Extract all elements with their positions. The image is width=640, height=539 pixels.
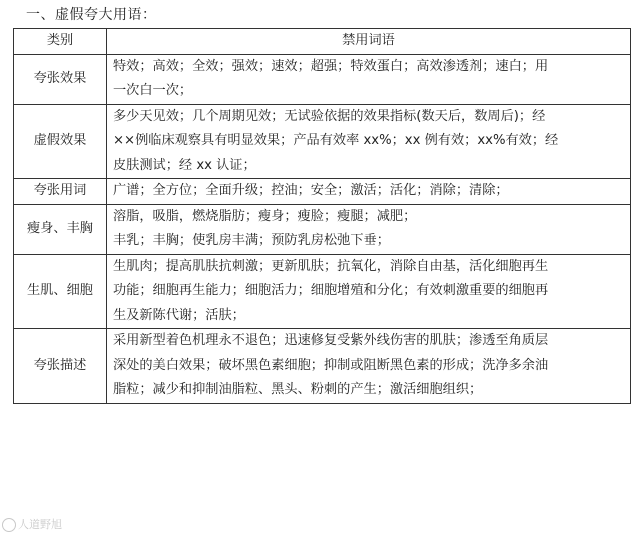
words-line: ××例临床观察具有明显效果；产品有效率 xx%；xx 例有效；xx%有效；经: [113, 133, 559, 148]
section-heading: 一、虚假夸大用语：: [26, 7, 157, 23]
header-category: 类别: [14, 29, 107, 55]
words-line: 溶脂，吸脂，燃烧脂肪；瘦身；瘦脸；瘦腿；减肥；: [113, 208, 417, 224]
words-cell: [107, 204, 631, 254]
header-banned-words: 禁用词语: [107, 29, 631, 55]
table-row: [14, 179, 631, 205]
table-row: [14, 54, 631, 104]
words-line: 生肌肉；提高肌肤抗刺激；更新肌肤；抗氧化，消除自由基，活化细胞再生: [113, 258, 549, 274]
words-line: 深处的美白效果；破坏黑色素细胞；抑制或阻断黑色素的形成；洗净多余油: [113, 357, 549, 373]
table-row: [14, 204, 631, 254]
words-line: 丰乳；丰胸；使乳房丰满；预防乳房松弛下垂；: [113, 233, 390, 248]
category-cell: 瘦身、丰胸: [14, 204, 107, 254]
table-header-row: [14, 29, 631, 55]
category-cell: 夸张描述: [14, 329, 107, 404]
words-line: 功能；细胞再生能力；细胞活力；细胞增殖和分化；有效刺激重要的细胞再: [113, 283, 549, 298]
table-row: [14, 254, 631, 329]
words-cell: [107, 54, 631, 104]
words-line: 生及新陈代谢；活肤；: [113, 307, 245, 323]
words-line: 一次白一次；: [113, 83, 193, 98]
words-cell: [107, 254, 631, 329]
category-cell: 虚假效果: [14, 104, 107, 179]
words-line: 广谱；全方位；全面升级；控油；安全；激活；活化；消除；清除；: [113, 183, 509, 198]
watermark: [2, 516, 62, 532]
words-line: 脂粒；减少和抑制油脂粒、黑头、粉刺的产生；激活细胞组织；: [113, 382, 483, 397]
watermark-text: 人道野旭: [18, 518, 62, 531]
category-cell: 夸张用词: [14, 179, 107, 205]
table-row: [14, 329, 631, 404]
words-cell: [107, 104, 631, 179]
watermark-logo-icon: [2, 518, 16, 532]
words-cell: [107, 329, 631, 404]
words-line: 采用新型着色机理永不退色；迅速修复受紫外线伤害的肌肤；渗透至角质层: [113, 333, 549, 348]
category-cell: 夸张效果: [14, 54, 107, 104]
banned-words-table: [13, 28, 631, 404]
words-cell: [107, 179, 631, 205]
category-cell: 生肌、细胞: [14, 254, 107, 329]
words-line: 多少天见效；几个周期见效；无试验依据的效果指标(数天后，数周后)；经: [113, 108, 546, 124]
words-line: 特效；高效；全效；强效；速效；超强；特效蛋白；高效渗透剂；速白；用: [113, 58, 549, 74]
words-line: 皮肤测试；经 xx 认证；: [113, 157, 256, 173]
table-row: [14, 104, 631, 179]
